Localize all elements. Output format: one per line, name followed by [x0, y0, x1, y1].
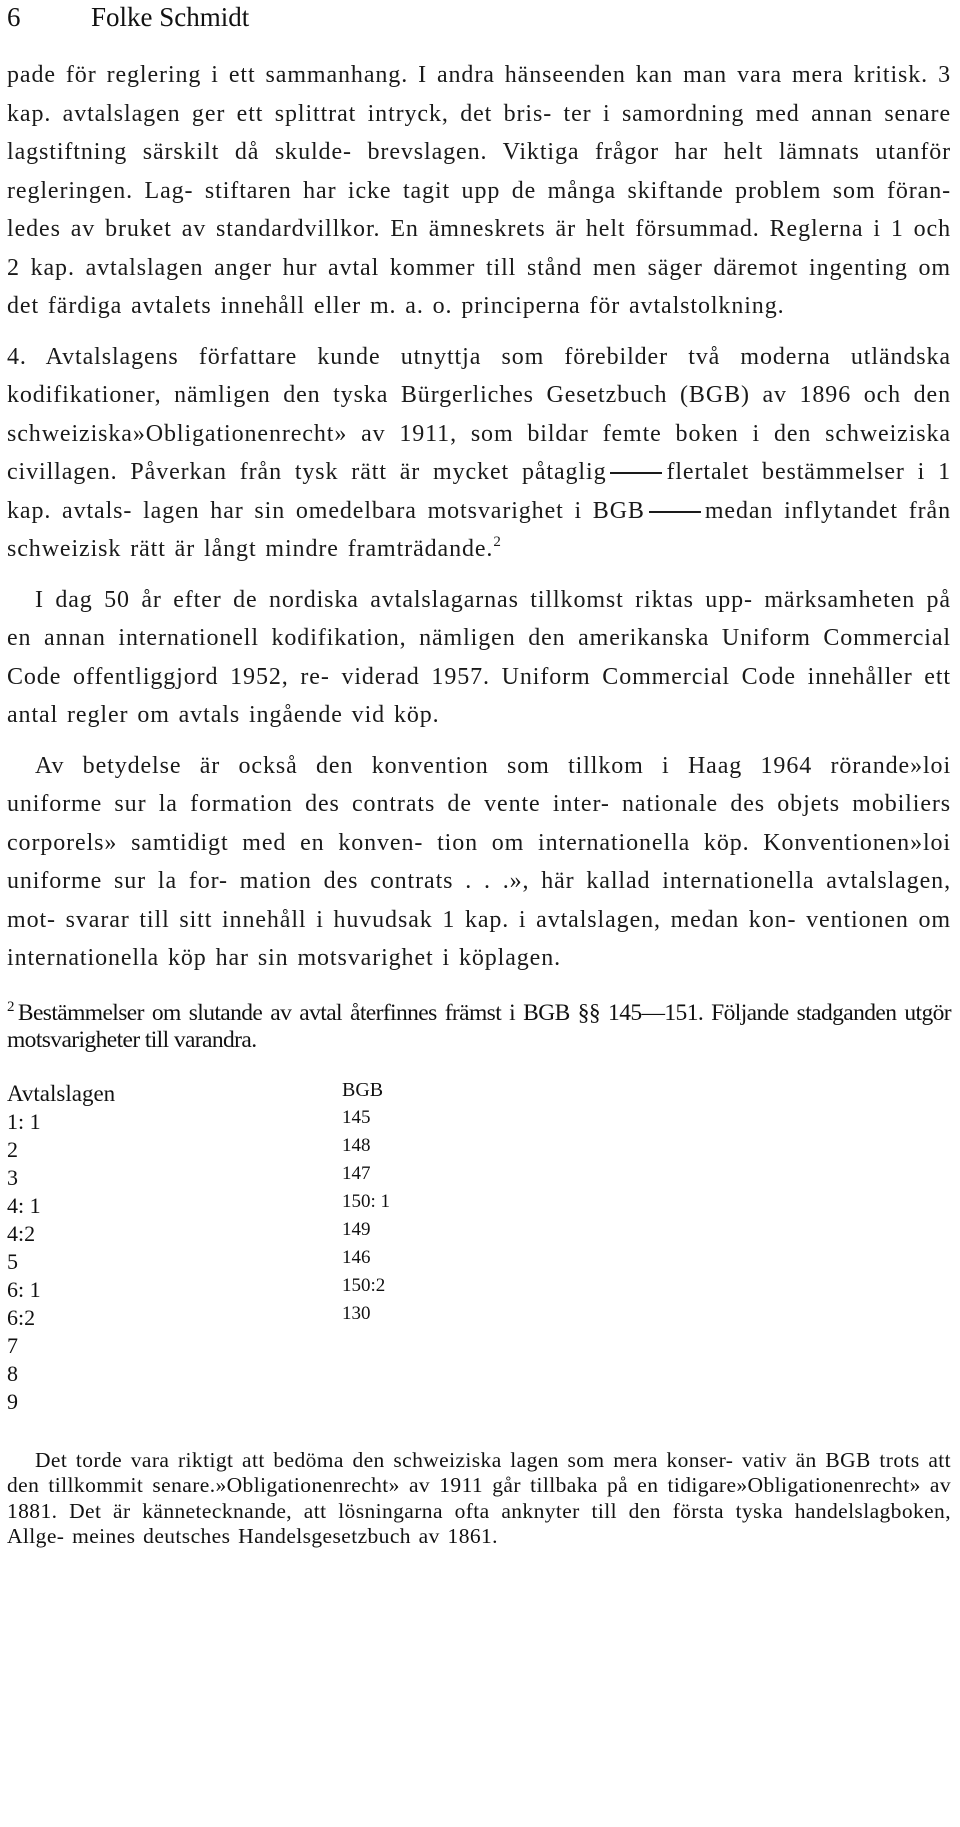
- table-cell: 149: [342, 1218, 371, 1240]
- text-line: viderad 1957. Uniform Commercial Code innehåller ett antal regler: [7, 663, 951, 728]
- text-line: I dag 50 år efter de nordiska avtalslagarnas tillkomst riktas upp-: [35, 586, 753, 613]
- text-line: märksamheten på en annan internationell kodifikation, nämligen: [7, 586, 951, 651]
- text-line: meines deutsches Handelsgesetzbuch av 1861.: [72, 1524, 498, 1548]
- table-cell: 6: 1: [7, 1276, 41, 1302]
- text-line: som bildar femte boken i den schweiziska civillagen. Påverkan från: [7, 420, 951, 485]
- text-line: 4. Avtalslagens författare kunde utnyttja som förebilder två moderna: [7, 343, 831, 370]
- text-line: svarar till sitt innehåll i huvudsak 1 kap. i avtalslagen, medan kon-: [65, 906, 797, 933]
- running-header: [7, 0, 951, 40]
- closing-text: [7, 1448, 951, 1550]
- table-cell: 4: 1: [7, 1192, 41, 1218]
- table-cell: 150:2: [342, 1274, 386, 1296]
- text-line: nationale des objets mobiliers corporels» samtidigt med en konven-: [7, 791, 952, 856]
- text-line: mation des contrats . . .», här kallad internationella avtalslagen, mot-: [7, 868, 951, 933]
- text-line: den amerikanska Uniform Commercial Code offentliggjord 1952, re-: [7, 625, 951, 690]
- table-cell: 2: [7, 1136, 18, 1162]
- text-line: Av betydelse är också den konvention som tillkom i Haag 1964: [35, 752, 813, 779]
- text-line: rörande»loi uniforme sur la formation des contrats de vente inter-: [7, 752, 952, 817]
- table-cell: 5: [7, 1248, 18, 1274]
- em-dash: [649, 511, 701, 513]
- text-line: vara mera kritisk. 3 kap. avtalslagen ger ett splittrat intryck, det bris-: [7, 62, 951, 127]
- text-line: ventionen om internationella köp har sin motsvarighet i köplagen.: [7, 906, 952, 971]
- table-cell: 9: [7, 1388, 18, 1414]
- text-line: pade för reglering i ett sammanhang. I andra hänseenden kan man: [7, 62, 728, 88]
- table-cell: 147: [342, 1162, 371, 1184]
- closing-paragraph: [7, 1448, 951, 1550]
- text-line: ledes av bruket av standardvillkor. En ämneskrets är helt försummad.: [7, 216, 760, 242]
- table-cell: 148: [342, 1134, 371, 1156]
- text-line: brevslagen. Viktiga frågor har helt lämnats utanför regleringen. Lag-: [7, 139, 952, 204]
- ucc-paragraph: [7, 581, 951, 735]
- table-cell: 6:2: [7, 1304, 36, 1330]
- footnote-text: [7, 1000, 951, 1054]
- page-number: 6: [7, 2, 21, 32]
- text-line: Reglerna i 1 och 2 kap. avtalslagen anger hur avtal kommer till stånd: [7, 216, 951, 281]
- text-line: att lösningarna ofta anknyter till den första tyska handelslagboken, Allge-: [7, 1498, 951, 1548]
- section-4-paragraph: [7, 338, 951, 569]
- text-line: flertalet bestämmelser i 1 kap. avtals-: [7, 459, 951, 524]
- table-cell: 130: [342, 1302, 371, 1324]
- text-line: tion om internationella köp. Konventionen»loi uniforme sur la for-: [7, 829, 952, 894]
- text-line: från schweizisk rätt är långt mindre framträdande.: [7, 497, 951, 562]
- text-line: ter i samordning med annan senare lagstiftning särskilt då skulde-: [7, 100, 952, 165]
- text-line: Det torde vara riktigt att bedöma den schweiziska lagen som mera konser-: [35, 1447, 734, 1472]
- text-line: om avtals ingående vid köp.: [137, 702, 440, 728]
- table-cell: 1: 1: [7, 1108, 41, 1134]
- table-cell: 8: [7, 1360, 18, 1386]
- column-header: BGB: [342, 1078, 384, 1101]
- column-avtalslagen: [7, 1080, 115, 1416]
- text-line: men säger däremot ingenting om det färdiga avtalets innehåll eller: [7, 254, 951, 319]
- hague-paragraph: [7, 747, 951, 978]
- footnote: [7, 1000, 951, 1054]
- column-header: Avtalslagen: [7, 1080, 116, 1106]
- table-cell: 3: [7, 1164, 18, 1190]
- footnote-reference[interactable]: 2: [493, 534, 502, 550]
- column-bgb: [342, 1080, 390, 1328]
- table-cell: 145: [342, 1106, 371, 1128]
- table-cell: 146: [342, 1246, 371, 1268]
- em-dash: [610, 472, 662, 474]
- correspondence-table: [7, 1080, 951, 1430]
- running-title: Folke Schmidt: [91, 2, 250, 32]
- table-cell: 150: 1: [342, 1190, 391, 1212]
- text-line: stiftaren har icke tagit upp de många skiftande problem som föran-: [204, 177, 952, 204]
- text-line: lagen har sin omedelbara motsvarighet i BGB: [143, 497, 645, 524]
- table-cell: 7: [7, 1332, 18, 1358]
- text-line: vativ än BGB trots att den tillkommit senare.»Obligationenrecht» av 1911 går: [7, 1447, 952, 1497]
- text-line: Bestämmelser om slutande av avtal återfinnes främst i BGB §§ 145—151.: [17, 999, 704, 1026]
- body-text: [7, 56, 951, 978]
- text-line: (BGB) av 1896 och den schweiziska»Obligationenrecht» av 1911,: [7, 382, 951, 447]
- text-line: m. a. o. principerna för avtalstolkning.: [369, 293, 785, 319]
- intro-paragraph: [7, 56, 951, 326]
- text-line: Följande stadganden utgör motsvarigheter till varandra.: [7, 999, 952, 1053]
- text-line: utländska kodifikationer, nämligen den tyska Bürgerliches Gesetzbuch: [7, 343, 951, 408]
- text-line: tillbaka på en tidigare»Obligationenrecht» av 1881. Det är kännetecknande,: [7, 1473, 951, 1523]
- footnote-marker: 2: [7, 998, 14, 1015]
- text-line: medan inflytandet: [704, 497, 898, 524]
- table-cell: 4:2: [7, 1220, 36, 1246]
- text-line: tysk rätt är mycket påtaglig: [294, 459, 607, 485]
